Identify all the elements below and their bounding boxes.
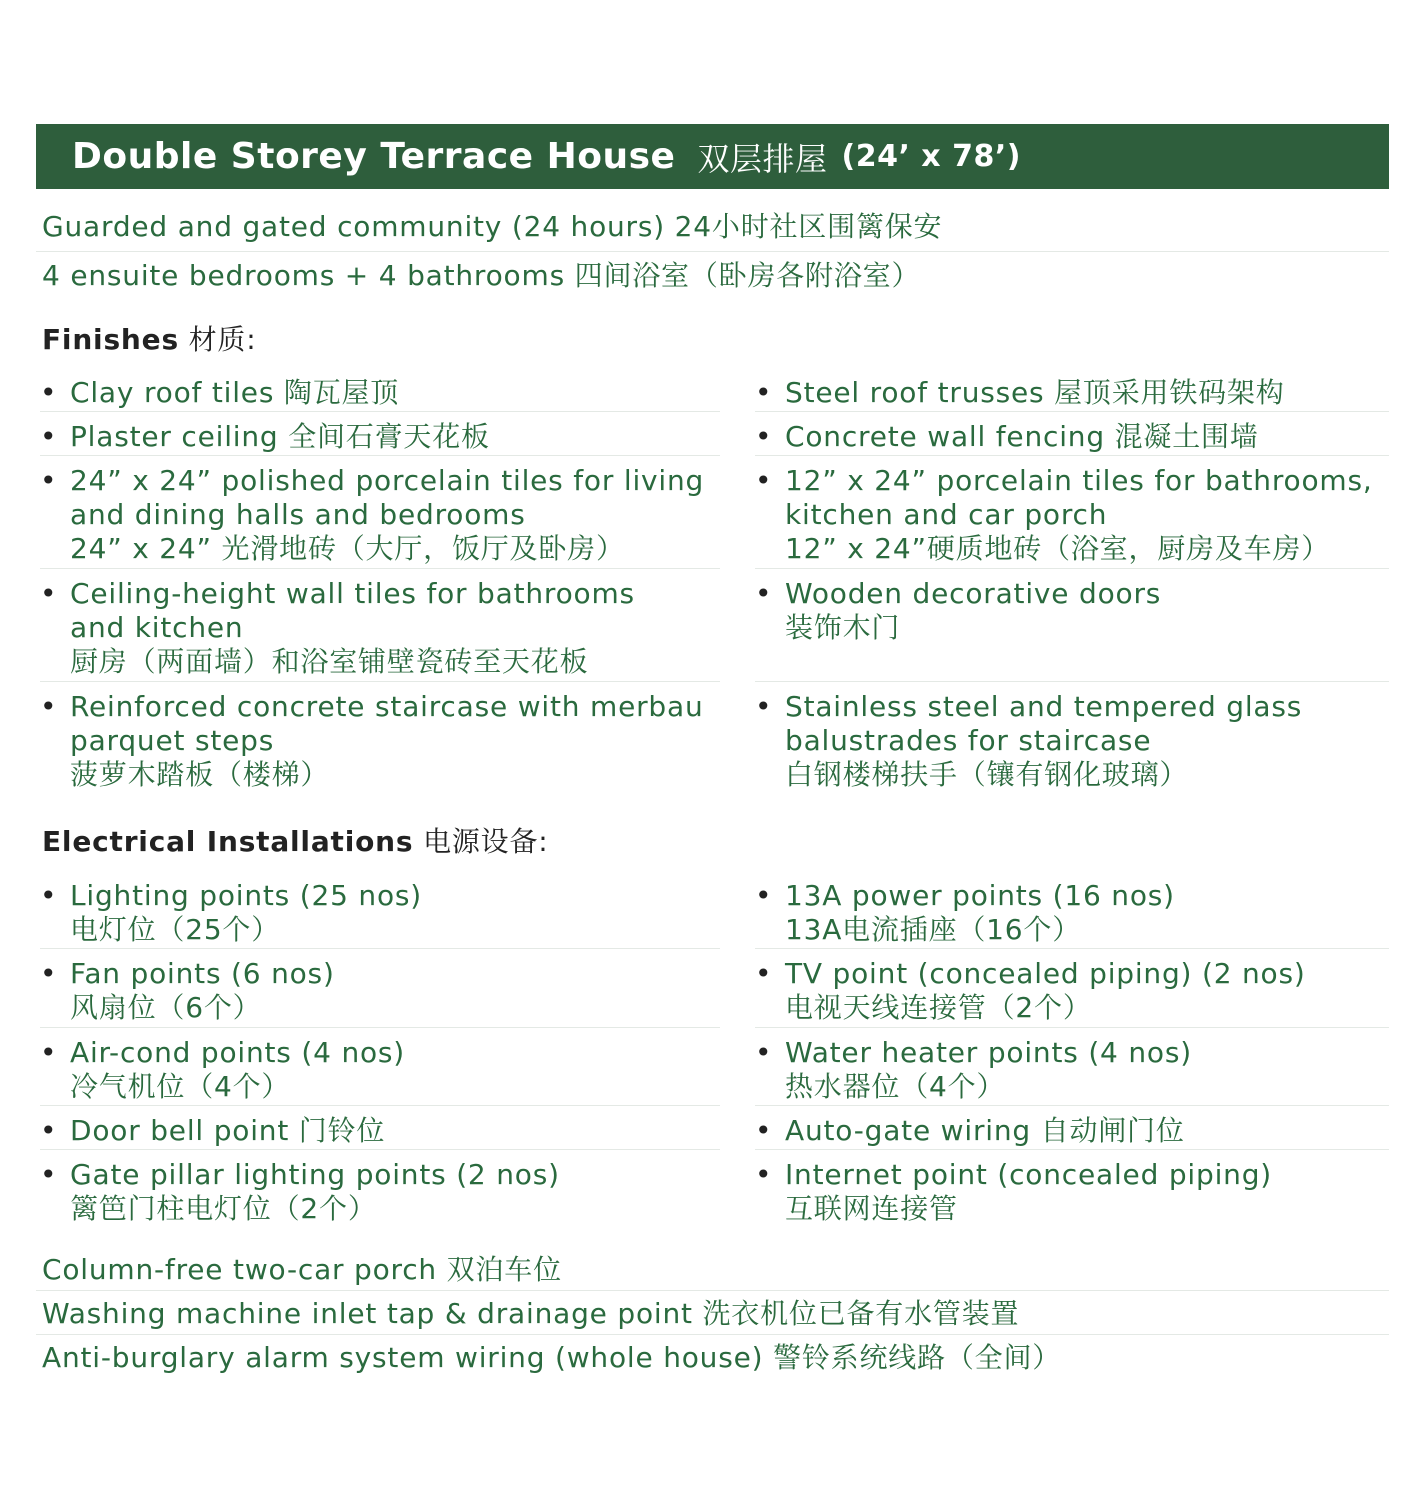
bullet-dot: •: [755, 957, 773, 990]
bullet-item-text: Auto-gate wiring 自动闸门位: [785, 1114, 1185, 1147]
divider: [40, 411, 720, 412]
divider: [36, 251, 1389, 252]
bullet-dot: •: [40, 1114, 58, 1147]
divider: [755, 948, 1389, 949]
bullet-item-text: Door bell point 门铃位: [70, 1114, 386, 1147]
bullet-item: [40, 376, 400, 410]
electrical-heading: [42, 820, 549, 860]
bullet-item-text: Reinforced concrete staircase with merbau: [70, 690, 704, 723]
bullet-dot: •: [40, 1036, 58, 1069]
bullet-item-text: Fan points (6 nos): [70, 957, 335, 990]
bullet-item: [755, 957, 1306, 1025]
divider: [40, 1149, 720, 1150]
bullet-item-text: Gate pillar lighting points (2 nos): [70, 1158, 560, 1191]
divider: [755, 1149, 1389, 1150]
electrical-heading-cn: 电源设备:: [423, 825, 549, 858]
bullet-item-text: and dining halls and bedrooms: [70, 498, 526, 531]
divider: [755, 1105, 1389, 1106]
bullet-item: [755, 1036, 1192, 1104]
bullet-item-text: 风扇位（6个）: [70, 991, 262, 1024]
bullet-item-text: 菠萝木踏板（楼梯）: [70, 758, 330, 791]
bullet-item: [755, 577, 1162, 645]
bullet-item-text: Concrete wall fencing 混凝土围墙: [785, 420, 1259, 453]
bullet-item-text: 厨房（两面墙）和浴室铺壁瓷砖至天花板: [70, 645, 589, 678]
divider: [40, 681, 720, 682]
bullet-dot: •: [755, 879, 773, 912]
bullet-item: [40, 879, 423, 947]
bullet-dot: •: [40, 1158, 58, 1191]
bullet-dot: •: [755, 464, 773, 497]
divider: [755, 411, 1389, 412]
bullet-item-text: Lighting points (25 nos): [70, 879, 423, 912]
divider: [40, 455, 720, 456]
bullet-item-text: Stainless steel and tempered glass: [785, 690, 1303, 723]
title-dimensions: (24’ x 78’): [841, 139, 1021, 174]
bullet-item-text: 热水器位（4个）: [785, 1070, 1006, 1103]
bullet-item-text: kitchen and car porch: [785, 498, 1108, 531]
bullet-item-text: and kitchen: [70, 611, 244, 644]
bullet-dot: •: [40, 464, 58, 497]
bullet-item-text: 24” x 24” 光滑地砖（大厅，饭厅及卧房）: [70, 532, 625, 565]
extra-line: Anti-burglary alarm system wiring (whole house) 警铃系统线路（全间）: [42, 1341, 1062, 1374]
title-bar: [36, 124, 1389, 189]
bullet-dot: •: [40, 376, 58, 409]
bullet-item-text: Ceiling-height wall tiles for bathrooms: [70, 577, 635, 610]
intro-line: Guarded and gated community (24 hours) 24小时社区围篱保安: [42, 210, 943, 243]
bullet-item: [40, 690, 704, 792]
bullet-item: [755, 879, 1175, 947]
divider: [40, 1027, 720, 1028]
divider: [36, 1334, 1389, 1335]
bullet-item-text: 互联网连接管: [785, 1192, 958, 1225]
bullet-item-text: 13A电流插座（16个）: [785, 913, 1082, 946]
extra-line: Washing machine inlet tap & drainage point 洗衣机位已备有水管装置: [42, 1297, 1020, 1330]
bullet-dot: •: [755, 376, 773, 409]
divider: [40, 1105, 720, 1106]
bullet-dot: •: [40, 957, 58, 990]
bullet-item: [40, 957, 335, 1025]
divider: [40, 948, 720, 949]
bullet-item-text: Steel roof trusses 屋顶采用铁码架构: [785, 376, 1285, 409]
bullet-dot: •: [755, 1158, 773, 1191]
bullet-item-text: Wooden decorative doors: [785, 577, 1162, 610]
bullet-item-text: 12” x 24” porcelain tiles for bathrooms,: [785, 464, 1373, 497]
divider: [755, 568, 1389, 569]
finishes-heading: [42, 318, 256, 358]
bullet-item: [755, 464, 1373, 566]
finishes-heading-en: Finishes: [42, 323, 179, 356]
bullet-item: [755, 376, 1285, 410]
bullet-item-text: 12” x 24”硬质地砖（浴室，厨房及车房）: [785, 532, 1331, 565]
bullet-item: [755, 1114, 1185, 1148]
bullet-item-text: Clay roof tiles 陶瓦屋顶: [70, 376, 400, 409]
bullet-dot: •: [755, 1114, 773, 1147]
finishes-heading-cn: 材质:: [188, 323, 257, 356]
bullet-item-text: 电灯位（25个）: [70, 913, 281, 946]
bullet-item: [40, 1158, 560, 1226]
bullet-item-text: Water heater points (4 nos): [785, 1036, 1192, 1069]
bullet-item-text: parquet steps: [70, 724, 275, 757]
bullet-item: [40, 1036, 406, 1104]
bullet-item-text: Internet point (concealed piping): [785, 1158, 1272, 1191]
bullet-item-text: Plaster ceiling 全间石膏天花板: [70, 420, 490, 453]
bullet-item-text: Air-cond points (4 nos): [70, 1036, 406, 1069]
bullet-item-text: 白钢楼梯扶手（镶有钢化玻璃）: [785, 758, 1189, 791]
bullet-item-text: 电视天线连接管（2个）: [785, 991, 1092, 1024]
bullet-dot: •: [40, 690, 58, 723]
bullet-item-text: TV point (concealed piping) (2 nos): [785, 957, 1306, 990]
bullet-dot: •: [755, 690, 773, 723]
bullet-item: [40, 1114, 386, 1148]
divider: [40, 568, 720, 569]
bullet-item-text: 装饰木门: [785, 611, 901, 644]
bullet-item-text: 24” x 24” polished porcelain tiles for living: [70, 464, 705, 497]
intro-line: 4 ensuite bedrooms + 4 bathrooms 四间浴室（卧房各附浴室）: [42, 259, 921, 292]
divider: [755, 455, 1389, 456]
bullet-item: [755, 690, 1303, 792]
divider: [755, 681, 1389, 682]
extra-line: Column-free two-car porch 双泊车位: [42, 1253, 562, 1286]
bullet-item-text: balustrades for staircase: [785, 724, 1152, 757]
title-en: Double Storey Terrace House: [72, 136, 676, 177]
bullet-item: [755, 1158, 1272, 1226]
bullet-item-text: 篱笆门柱电灯位（2个）: [70, 1192, 377, 1225]
bullet-item: [40, 577, 635, 679]
bullet-dot: •: [40, 420, 58, 453]
bullet-item-text: 13A power points (16 nos): [785, 879, 1175, 912]
bullet-item: [755, 420, 1259, 454]
bullet-item: [40, 464, 705, 566]
divider: [36, 1290, 1389, 1291]
bullet-dot: •: [755, 577, 773, 610]
electrical-heading-en: Electrical Installations: [42, 825, 414, 858]
bullet-item-text: 冷气机位（4个）: [70, 1070, 291, 1103]
bullet-dot: •: [755, 420, 773, 453]
title-cn: 双层排屋: [697, 139, 828, 178]
bullet-item: [40, 420, 490, 454]
bullet-dot: •: [40, 577, 58, 610]
divider: [755, 1027, 1389, 1028]
bullet-dot: •: [40, 879, 58, 912]
bullet-dot: •: [755, 1036, 773, 1069]
